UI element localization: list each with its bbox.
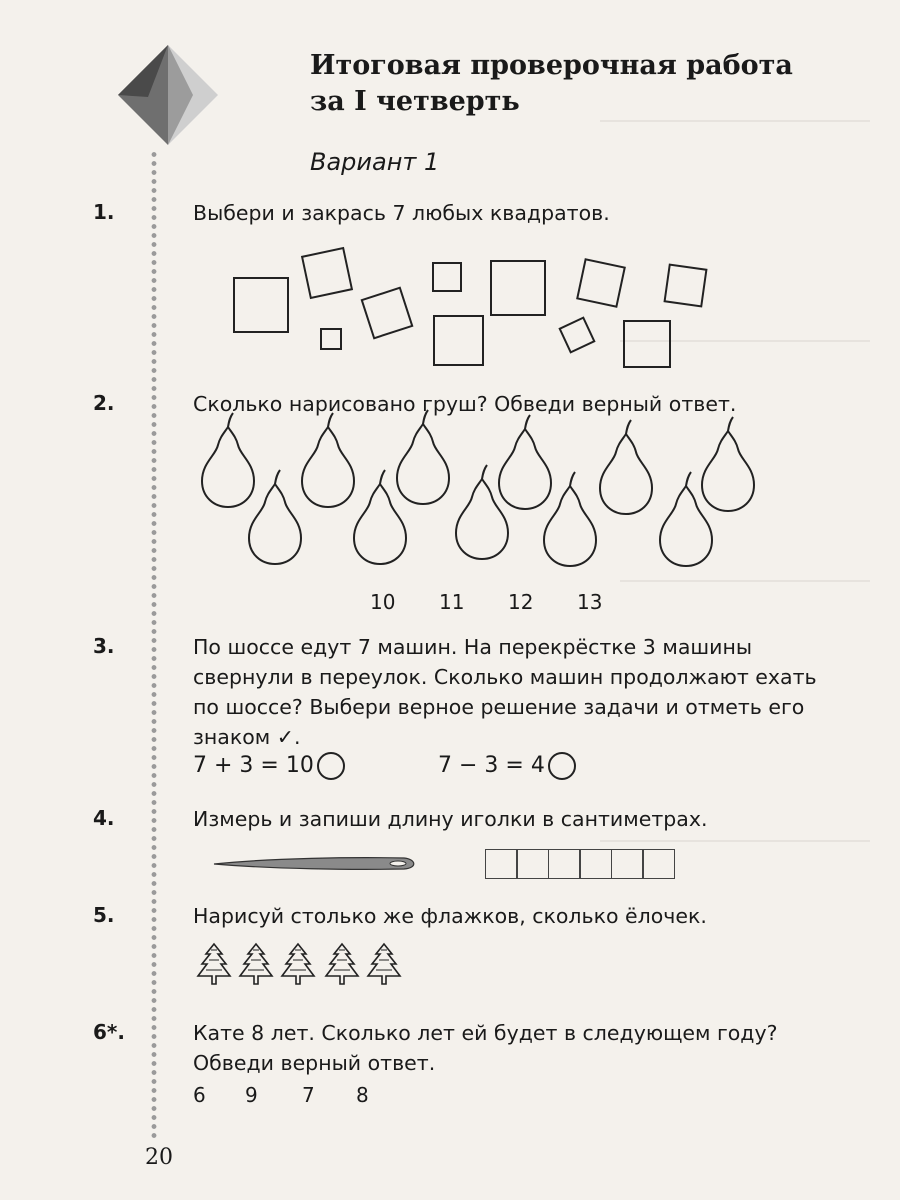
tree-icon: [326, 944, 358, 984]
tree-icon: [368, 944, 400, 984]
task-3-line: по шоссе? Выбери верное решение задачи и отметь его: [193, 695, 805, 719]
tree-icon: [240, 944, 272, 984]
task-2-number: 2.: [93, 391, 115, 415]
title-line-2: за I четверть: [310, 86, 520, 117]
task-6-line: Обведи верный ответ.: [193, 1051, 436, 1075]
answer-option[interactable]: 10: [370, 590, 396, 614]
answer-option[interactable]: 11: [439, 590, 465, 614]
expression-text: 7 + 3 = 10: [193, 753, 314, 778]
answer-option[interactable]: 6: [193, 1083, 206, 1107]
task-4-text: Измерь и запиши длину иголки в сантиметрах.: [193, 807, 708, 831]
tree-icon: [282, 944, 314, 984]
task-3-line: знаком ✓.: [193, 725, 301, 749]
page-number: 20: [145, 1145, 173, 1170]
task-5-number: 5.: [93, 903, 115, 927]
task-3-line: свернули в переулок. Сколько машин продолжают ехать: [193, 665, 817, 689]
task-6-number: 6*.: [93, 1020, 125, 1044]
task-2-text: Сколько нарисовано груш? Обведи верный ответ.: [193, 392, 737, 416]
answer-option[interactable]: 8: [356, 1083, 369, 1107]
answer-option[interactable]: 12: [508, 590, 534, 614]
task-6-text: [193, 1018, 778, 1078]
expression-text: 7 − 3 = 4: [438, 753, 545, 778]
task-3-number: 3.: [93, 634, 115, 658]
answer-option[interactable]: 7: [302, 1083, 315, 1107]
task-4-number: 4.: [93, 806, 115, 830]
task-1-number: 1.: [93, 200, 115, 224]
task-6-line: Кате 8 лет. Сколько лет ей будет в следующем году?: [193, 1021, 778, 1045]
task-5-text: Нарисуй столько же флажков, сколько ёлочек.: [193, 904, 707, 928]
task-1-text: Выбери и закрась 7 любых квадратов.: [193, 201, 610, 225]
task-3-line: По шоссе едут 7 машин. На перекрёстке 3 машины: [193, 635, 753, 659]
answer-option[interactable]: 9: [245, 1083, 258, 1107]
tree-icon: [198, 944, 230, 984]
title-line-1: Итоговая проверочная работа: [310, 50, 793, 81]
variant-label: Вариант 1: [310, 148, 440, 176]
answer-option[interactable]: 13: [577, 590, 603, 614]
